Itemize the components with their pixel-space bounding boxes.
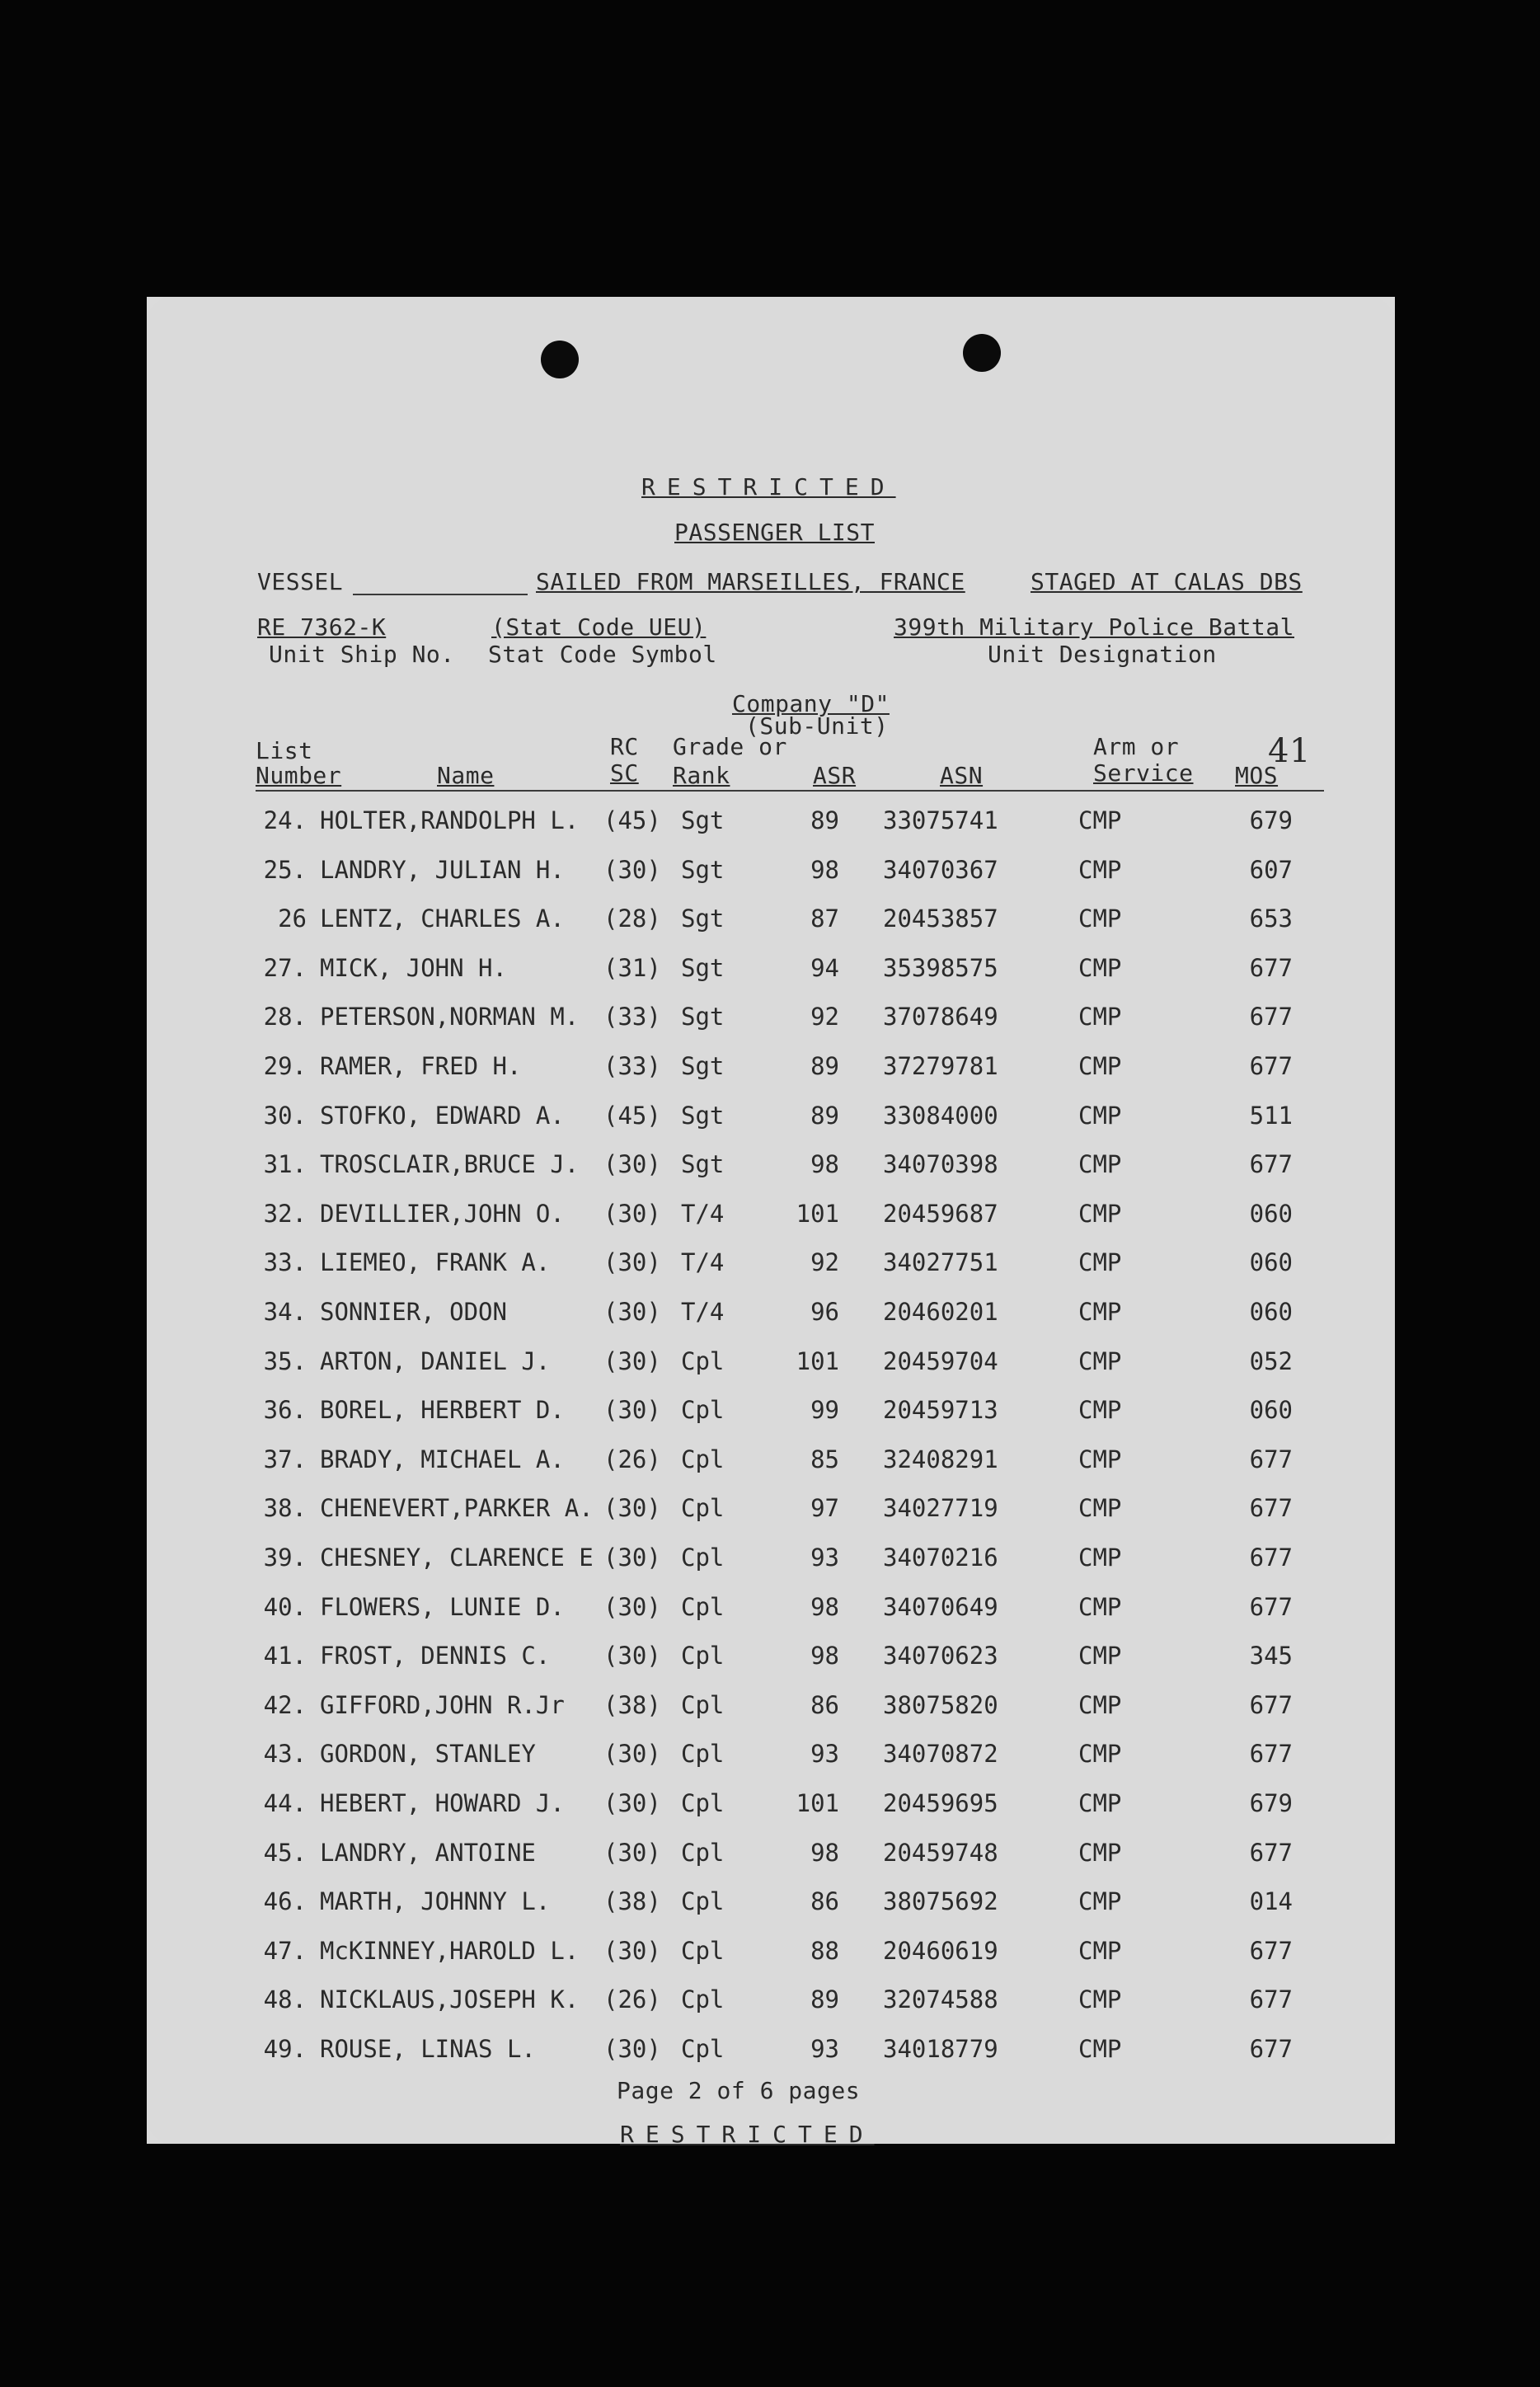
grade-rank: Cpl bbox=[681, 1396, 725, 1424]
asn-number: 20459713 bbox=[883, 1396, 998, 1424]
table-row bbox=[147, 952, 1395, 984]
arm-service: CMP bbox=[1078, 1691, 1122, 1719]
asr-score: 97 bbox=[810, 1494, 839, 1522]
asr-score: 88 bbox=[810, 1937, 839, 1965]
table-row bbox=[147, 1737, 1395, 1770]
col-list-number: Number bbox=[256, 762, 342, 789]
list-number: 28. bbox=[263, 1003, 307, 1031]
table-row bbox=[147, 1197, 1395, 1230]
mos-code: 014 bbox=[1249, 1887, 1293, 1915]
punch-hole-left bbox=[541, 341, 579, 378]
arm-service: CMP bbox=[1078, 1789, 1122, 1817]
passenger-name: HEBERT, HOWARD J. bbox=[320, 1789, 565, 1817]
grade-rank: Cpl bbox=[681, 1887, 725, 1915]
grade-rank: Cpl bbox=[681, 2035, 725, 2063]
list-number: 48. bbox=[263, 1985, 307, 2013]
vessel-label: VESSEL bbox=[257, 568, 344, 595]
grade-rank: Cpl bbox=[681, 1691, 725, 1719]
rc-sc: (30) bbox=[603, 1200, 661, 1228]
table-row bbox=[147, 804, 1395, 837]
rc-sc: (30) bbox=[603, 856, 661, 884]
arm-service: CMP bbox=[1078, 1102, 1122, 1130]
col-arm: Arm or bbox=[1093, 733, 1180, 760]
staged-at: STAGED AT CALAS DBS bbox=[1031, 568, 1303, 595]
arm-service: CMP bbox=[1078, 905, 1122, 933]
asr-score: 94 bbox=[810, 954, 839, 982]
list-number: 42. bbox=[263, 1691, 307, 1719]
grade-rank: Cpl bbox=[681, 1740, 725, 1768]
list-number: 46. bbox=[263, 1887, 307, 1915]
rc-sc: (30) bbox=[603, 1248, 661, 1276]
list-number: 39. bbox=[263, 1544, 307, 1572]
passenger-name: DEVILLIER,JOHN O. bbox=[320, 1200, 565, 1228]
col-sc: SC bbox=[610, 759, 639, 787]
mos-code: 677 bbox=[1249, 1740, 1293, 1768]
passenger-name: PETERSON,NORMAN M. bbox=[320, 1003, 580, 1031]
asr-score: 98 bbox=[810, 1839, 839, 1867]
asn-number: 34027719 bbox=[883, 1494, 998, 1522]
arm-service: CMP bbox=[1078, 1937, 1122, 1965]
mos-code: 677 bbox=[1249, 1937, 1293, 1965]
asn-number: 34070398 bbox=[883, 1150, 998, 1178]
rc-sc: (26) bbox=[603, 1445, 661, 1473]
asr-score: 85 bbox=[810, 1445, 839, 1473]
asr-score: 99 bbox=[810, 1396, 839, 1424]
arm-service: CMP bbox=[1078, 1396, 1122, 1424]
document-page bbox=[147, 297, 1395, 2148]
asn-number: 32074588 bbox=[883, 1985, 998, 2013]
rc-sc: (30) bbox=[603, 1937, 661, 1965]
list-number: 25. bbox=[263, 856, 307, 884]
grade-rank: Cpl bbox=[681, 1494, 725, 1522]
grade-rank: Cpl bbox=[681, 1839, 725, 1867]
asr-score: 92 bbox=[810, 1003, 839, 1031]
passenger-name: HOLTER,RANDOLPH L. bbox=[320, 806, 580, 834]
mos-code: 677 bbox=[1249, 1494, 1293, 1522]
col-grade: Grade or bbox=[673, 733, 787, 760]
list-number: 49. bbox=[263, 2035, 307, 2063]
passenger-name: FLOWERS, LUNIE D. bbox=[320, 1593, 565, 1621]
table-row bbox=[147, 1345, 1395, 1378]
list-number: 35. bbox=[263, 1347, 307, 1375]
asn-number: 32408291 bbox=[883, 1445, 998, 1473]
asn-number: 34070649 bbox=[883, 1593, 998, 1621]
rc-sc: (30) bbox=[603, 1494, 661, 1522]
grade-rank: Sgt bbox=[681, 856, 725, 884]
grade-rank: Sgt bbox=[681, 1003, 725, 1031]
asn-number: 35398575 bbox=[883, 954, 998, 982]
rc-sc: (30) bbox=[603, 1642, 661, 1670]
asn-number: 33075741 bbox=[883, 806, 998, 834]
list-number: 32. bbox=[263, 1200, 307, 1228]
punch-hole-right bbox=[963, 334, 1001, 372]
asn-number: 34070216 bbox=[883, 1544, 998, 1572]
arm-service: CMP bbox=[1078, 1839, 1122, 1867]
asr-score: 98 bbox=[810, 1150, 839, 1178]
table-row bbox=[147, 1000, 1395, 1033]
grade-rank: Cpl bbox=[681, 1985, 725, 2013]
table-row bbox=[147, 2032, 1395, 2065]
mos-code: 677 bbox=[1249, 1593, 1293, 1621]
mos-code: 653 bbox=[1249, 905, 1293, 933]
mos-code: 677 bbox=[1249, 2035, 1293, 2063]
asr-score: 89 bbox=[810, 1052, 839, 1080]
grade-rank: Sgt bbox=[681, 806, 725, 834]
arm-service: CMP bbox=[1078, 1347, 1122, 1375]
grade-rank: Sgt bbox=[681, 905, 725, 933]
table-row bbox=[147, 1393, 1395, 1426]
col-name: Name bbox=[437, 762, 495, 789]
grade-rank: T/4 bbox=[681, 1200, 725, 1228]
grade-rank: Cpl bbox=[681, 1789, 725, 1817]
asn-number: 34070872 bbox=[883, 1740, 998, 1768]
table-row bbox=[147, 1246, 1395, 1279]
passenger-name: ARTON, DANIEL J. bbox=[320, 1347, 551, 1375]
document-title: PASSENGER LIST bbox=[674, 519, 876, 546]
mos-code: 677 bbox=[1249, 954, 1293, 982]
grade-rank: Cpl bbox=[681, 1544, 725, 1572]
asr-score: 89 bbox=[810, 1102, 839, 1130]
asr-score: 98 bbox=[810, 856, 839, 884]
mos-code: 511 bbox=[1249, 1102, 1293, 1130]
rc-sc: (30) bbox=[603, 1347, 661, 1375]
rc-sc: (30) bbox=[603, 1789, 661, 1817]
passenger-name: BRADY, MICHAEL A. bbox=[320, 1445, 565, 1473]
mos-code: 677 bbox=[1249, 1445, 1293, 1473]
asn-number: 20460201 bbox=[883, 1298, 998, 1326]
table-row bbox=[147, 853, 1395, 886]
arm-service: CMP bbox=[1078, 1642, 1122, 1670]
arm-service: CMP bbox=[1078, 1494, 1122, 1522]
mos-code: 677 bbox=[1249, 1544, 1293, 1572]
table-row bbox=[147, 1934, 1395, 1967]
asr-score: 93 bbox=[810, 1544, 839, 1572]
rc-sc: (33) bbox=[603, 1003, 661, 1031]
list-number: 45. bbox=[263, 1839, 307, 1867]
rc-sc: (30) bbox=[603, 1150, 661, 1178]
asr-score: 98 bbox=[810, 1593, 839, 1621]
arm-service: CMP bbox=[1078, 1740, 1122, 1768]
list-number: 33. bbox=[263, 1248, 307, 1276]
col-service: Service bbox=[1093, 759, 1194, 787]
vessel-blank-line bbox=[353, 594, 528, 595]
rc-sc: (30) bbox=[603, 1740, 661, 1768]
passenger-name: SONNIER, ODON bbox=[320, 1298, 507, 1326]
arm-service: CMP bbox=[1078, 1248, 1122, 1276]
asn-number: 20459695 bbox=[883, 1789, 998, 1817]
arm-service: CMP bbox=[1078, 1887, 1122, 1915]
asr-score: 93 bbox=[810, 1740, 839, 1768]
col-rank: Rank bbox=[673, 762, 730, 789]
asr-score: 92 bbox=[810, 1248, 839, 1276]
list-number: 24. bbox=[263, 806, 307, 834]
arm-service: CMP bbox=[1078, 806, 1122, 834]
passenger-name: TROSCLAIR,BRUCE J. bbox=[320, 1150, 580, 1178]
asn-number: 34018779 bbox=[883, 2035, 998, 2063]
rc-sc: (30) bbox=[603, 1298, 661, 1326]
arm-service: CMP bbox=[1078, 1445, 1122, 1473]
asn-number: 34070367 bbox=[883, 856, 998, 884]
list-number: 37. bbox=[263, 1445, 307, 1473]
table-row bbox=[147, 1787, 1395, 1820]
rc-sc: (38) bbox=[603, 1887, 661, 1915]
grade-rank: T/4 bbox=[681, 1298, 725, 1326]
asr-score: 101 bbox=[796, 1789, 839, 1817]
stat-code-label: Stat Code Symbol bbox=[488, 641, 717, 668]
grade-rank: Sgt bbox=[681, 1150, 725, 1178]
asr-score: 101 bbox=[796, 1347, 839, 1375]
grade-rank: Cpl bbox=[681, 1445, 725, 1473]
rc-sc: (30) bbox=[603, 1593, 661, 1621]
mos-code: 677 bbox=[1249, 1150, 1293, 1178]
grade-rank: Cpl bbox=[681, 1347, 725, 1375]
unit-ship-number-label: Unit Ship No. bbox=[269, 641, 455, 668]
col-list-top: List bbox=[256, 737, 313, 764]
grade-rank: Sgt bbox=[681, 1052, 725, 1080]
grade-rank: Cpl bbox=[681, 1937, 725, 1965]
asn-number: 20460619 bbox=[883, 1937, 998, 1965]
list-number: 29. bbox=[263, 1052, 307, 1080]
mos-code: 060 bbox=[1249, 1396, 1293, 1424]
restricted-header: RESTRICTED bbox=[641, 473, 896, 500]
grade-rank: T/4 bbox=[681, 1248, 725, 1276]
mos-code: 677 bbox=[1249, 1985, 1293, 2013]
unit-designation: 399th Military Police Battal bbox=[894, 613, 1295, 641]
mos-code: 679 bbox=[1249, 806, 1293, 834]
asr-score: 86 bbox=[810, 1887, 839, 1915]
asr-score: 101 bbox=[796, 1200, 839, 1228]
asn-number: 34027751 bbox=[883, 1248, 998, 1276]
passenger-name: STOFKO, EDWARD A. bbox=[320, 1102, 565, 1130]
table-row bbox=[147, 1099, 1395, 1132]
mos-code: 607 bbox=[1249, 856, 1293, 884]
asn-number: 20459748 bbox=[883, 1839, 998, 1867]
unit-designation-label: Unit Designation bbox=[988, 641, 1217, 668]
mos-code: 060 bbox=[1249, 1200, 1293, 1228]
sub-unit-label: (Sub-Unit) bbox=[745, 712, 889, 740]
rc-sc: (33) bbox=[603, 1052, 661, 1080]
table-row bbox=[147, 1541, 1395, 1574]
list-number: 43. bbox=[263, 1740, 307, 1768]
asr-score: 86 bbox=[810, 1691, 839, 1719]
page-number-handwritten: 41 bbox=[1268, 732, 1311, 770]
asr-score: 96 bbox=[810, 1298, 839, 1326]
rc-sc: (26) bbox=[603, 1985, 661, 2013]
passenger-name: LENTZ, CHARLES A. bbox=[320, 905, 565, 933]
asr-score: 89 bbox=[810, 1985, 839, 2013]
passenger-name: GIFFORD,JOHN R.Jr bbox=[320, 1691, 565, 1719]
list-number: 38. bbox=[263, 1494, 307, 1522]
table-row bbox=[147, 1836, 1395, 1869]
grade-rank: Sgt bbox=[681, 954, 725, 982]
arm-service: CMP bbox=[1078, 1200, 1122, 1228]
arm-service: CMP bbox=[1078, 2035, 1122, 2063]
table-row bbox=[147, 1148, 1395, 1181]
rc-sc: (30) bbox=[603, 1839, 661, 1867]
asn-number: 34070623 bbox=[883, 1642, 998, 1670]
col-asr: ASR bbox=[813, 762, 857, 789]
passenger-name: NICKLAUS,JOSEPH K. bbox=[320, 1985, 580, 2013]
list-number: 27. bbox=[263, 954, 307, 982]
passenger-name: BOREL, HERBERT D. bbox=[320, 1396, 565, 1424]
table-row bbox=[147, 1295, 1395, 1328]
table-row bbox=[147, 1492, 1395, 1525]
table-row bbox=[147, 1443, 1395, 1476]
col-mos: MOS bbox=[1235, 762, 1279, 789]
list-number: 41. bbox=[263, 1642, 307, 1670]
asn-number: 37078649 bbox=[883, 1003, 998, 1031]
mos-code: 677 bbox=[1249, 1052, 1293, 1080]
mos-code: 060 bbox=[1249, 1248, 1293, 1276]
rc-sc: (28) bbox=[603, 905, 661, 933]
table-row bbox=[147, 1983, 1395, 2016]
asn-number: 20459687 bbox=[883, 1200, 998, 1228]
table-row bbox=[147, 1689, 1395, 1722]
list-number: 36. bbox=[263, 1396, 307, 1424]
list-number: 40. bbox=[263, 1593, 307, 1621]
list-number: 47. bbox=[263, 1937, 307, 1965]
arm-service: CMP bbox=[1078, 954, 1122, 982]
asn-number: 37279781 bbox=[883, 1052, 998, 1080]
col-asn: ASN bbox=[940, 762, 984, 789]
arm-service: CMP bbox=[1078, 1150, 1122, 1178]
table-row bbox=[147, 1885, 1395, 1918]
grade-rank: Sgt bbox=[681, 1102, 725, 1130]
table-row bbox=[147, 1591, 1395, 1623]
passenger-name: MARTH, JOHNNY L. bbox=[320, 1887, 551, 1915]
asn-number: 20459704 bbox=[883, 1347, 998, 1375]
rc-sc: (30) bbox=[603, 1396, 661, 1424]
list-number: 31. bbox=[263, 1150, 307, 1178]
asr-score: 87 bbox=[810, 905, 839, 933]
asr-score: 98 bbox=[810, 1642, 839, 1670]
passenger-name: CHENEVERT,PARKER A. bbox=[320, 1494, 594, 1522]
asr-score: 93 bbox=[810, 2035, 839, 2063]
rc-sc: (45) bbox=[603, 1102, 661, 1130]
passenger-name: GORDON, STANLEY bbox=[320, 1740, 536, 1768]
table-row bbox=[147, 902, 1395, 935]
list-number: 26 bbox=[278, 905, 307, 933]
passenger-name: RAMER, FRED H. bbox=[320, 1052, 522, 1080]
sailed-from: SAILED FROM MARSEILLES, FRANCE bbox=[536, 568, 965, 595]
passenger-name: LIEMEO, FRANK A. bbox=[320, 1248, 551, 1276]
arm-service: CMP bbox=[1078, 1298, 1122, 1326]
arm-service: CMP bbox=[1078, 1544, 1122, 1572]
arm-service: CMP bbox=[1078, 1052, 1122, 1080]
mos-code: 677 bbox=[1249, 1003, 1293, 1031]
company-name: Company "D" bbox=[732, 690, 890, 717]
arm-service: CMP bbox=[1078, 1985, 1122, 2013]
mos-code: 679 bbox=[1249, 1789, 1293, 1817]
grade-rank: Cpl bbox=[681, 1642, 725, 1670]
list-number: 34. bbox=[263, 1298, 307, 1326]
passenger-name: CHESNEY, CLARENCE E bbox=[320, 1544, 594, 1572]
arm-service: CMP bbox=[1078, 856, 1122, 884]
passenger-name: LANDRY, JULIAN H. bbox=[320, 856, 565, 884]
restricted-footer: RESTRICTED bbox=[620, 2121, 875, 2148]
arm-service: CMP bbox=[1078, 1593, 1122, 1621]
table-row bbox=[147, 1050, 1395, 1083]
passenger-name: FROST, DENNIS C. bbox=[320, 1642, 551, 1670]
list-number: 44. bbox=[263, 1789, 307, 1817]
header-rule bbox=[256, 790, 1324, 792]
mos-code: 345 bbox=[1249, 1642, 1293, 1670]
rc-sc: (31) bbox=[603, 954, 661, 982]
rc-sc: (38) bbox=[603, 1691, 661, 1719]
asn-number: 38075692 bbox=[883, 1887, 998, 1915]
passenger-name: MICK, JOHN H. bbox=[320, 954, 507, 982]
arm-service: CMP bbox=[1078, 1003, 1122, 1031]
rc-sc: (30) bbox=[603, 2035, 661, 2063]
asn-number: 33084000 bbox=[883, 1102, 998, 1130]
page-count: Page 2 of 6 pages bbox=[617, 2077, 861, 2104]
rc-sc: (45) bbox=[603, 806, 661, 834]
passenger-name: LANDRY, ANTOINE bbox=[320, 1839, 536, 1867]
asn-number: 38075820 bbox=[883, 1691, 998, 1719]
mos-code: 677 bbox=[1249, 1839, 1293, 1867]
asn-number: 20453857 bbox=[883, 905, 998, 933]
passenger-name: McKINNEY,HAROLD L. bbox=[320, 1937, 580, 1965]
mos-code: 677 bbox=[1249, 1691, 1293, 1719]
col-rc: RC bbox=[610, 733, 639, 760]
mos-code: 060 bbox=[1249, 1298, 1293, 1326]
list-number: 30. bbox=[263, 1102, 307, 1130]
mos-code: 052 bbox=[1249, 1347, 1293, 1375]
passenger-name: ROUSE, LINAS L. bbox=[320, 2035, 536, 2063]
asr-score: 89 bbox=[810, 806, 839, 834]
grade-rank: Cpl bbox=[681, 1593, 725, 1621]
rc-sc: (30) bbox=[603, 1544, 661, 1572]
stat-code: (Stat Code UEU) bbox=[491, 613, 707, 641]
unit-ship-number: RE 7362-K bbox=[257, 613, 387, 641]
table-row bbox=[147, 1639, 1395, 1672]
